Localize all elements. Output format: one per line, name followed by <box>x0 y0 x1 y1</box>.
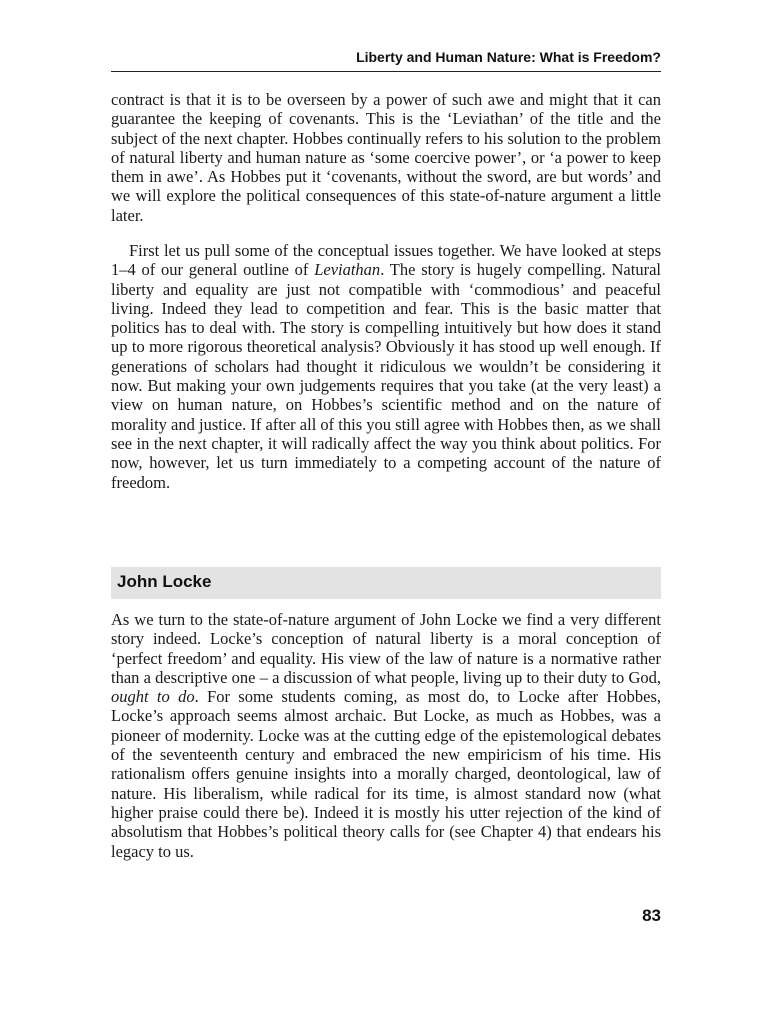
header-rule <box>111 71 661 72</box>
section-heading-band <box>111 567 661 599</box>
paragraph-locke <box>111 610 661 861</box>
paragraph-text: As we turn to the state-of-nature argument of John Locke we find a very different story indeed. Locke’s conception of natural liberty is a moral conception of ‘perfect freedom’ and equality. His view of the law of nature is a normative rather than a descriptive one – a discussion of what people, living up to their duty to God, <box>111 610 661 687</box>
emphasis-ought-to-do: ought to do <box>111 687 195 707</box>
book-title-leviathan: Leviathan <box>314 260 381 280</box>
paragraph-text: . For some students coming, as most do, to Locke after Hobbes, Locke’s approach seems almost archaic. But Locke, as much as Hobbes, was a pioneer of modernity. Locke was at the cutting edge of the epistemological debates of the seventeenth century and embraced the new empiricism of his time. His rationalism offers genuine insights into a morally charged, deontological, law of nature. His liberalism, while radical for its time, is almost standard now (what higher praise could there be). Indeed it is mostly his utter rejection of the kind of absolutism that Hobbes’s political theory calls for (see Chapter 4) that endears his legacy to us. <box>111 687 661 861</box>
section-title: John Locke <box>117 572 212 591</box>
paragraph-text: . The story is hugely compelling. Natural liberty and equality are just not compatible with ‘commodious’ and peaceful living. Indeed they lead to competition and fear. This is the basic matter that politics has to deal with. The story is compelling intuitively but how does it stand up to more rigorous theoretical analysis? Obviously it has stood up well enough. If generations of scholars had thought it ridiculous we wouldn’t be considering it now. But making your own judgements requires that you take (at the very least) a view on human nature, on Hobbes’s scientific method and on the nature of morality and justice. If after all of this you still agree with Hobbes then, as we shall see in the next chapter, it will radically affect the way you think about politics. For now, however, let us turn immediately to a competing account of the nature of freedom. <box>111 260 661 492</box>
paragraph-hobbes-contract: contract is that it is to be overseen by a power of such awe and might that it can guarantee the keeping of covenants. This is the ‘Leviathan’ of the title and the subject of the next chapter. Hobbes continually refers to his solution to the problem of natural liberty and human nature as ‘some coercive power’, or ‘a power to keep them in awe’. As Hobbes put it ‘covenants, without the sword, are but words’ and we will explore the political consequences of this state-of-nature argument a little later. <box>111 90 661 225</box>
book-page <box>111 0 661 1024</box>
running-header: Liberty and Human Nature: What is Freedom? <box>356 49 661 65</box>
page-number: 83 <box>642 906 661 925</box>
paragraph-conceptual-issues <box>111 241 661 492</box>
paragraph-text: First let us pull some of the conceptual issues together. We have looked at steps 1–4 of our general outline of <box>111 241 661 280</box>
